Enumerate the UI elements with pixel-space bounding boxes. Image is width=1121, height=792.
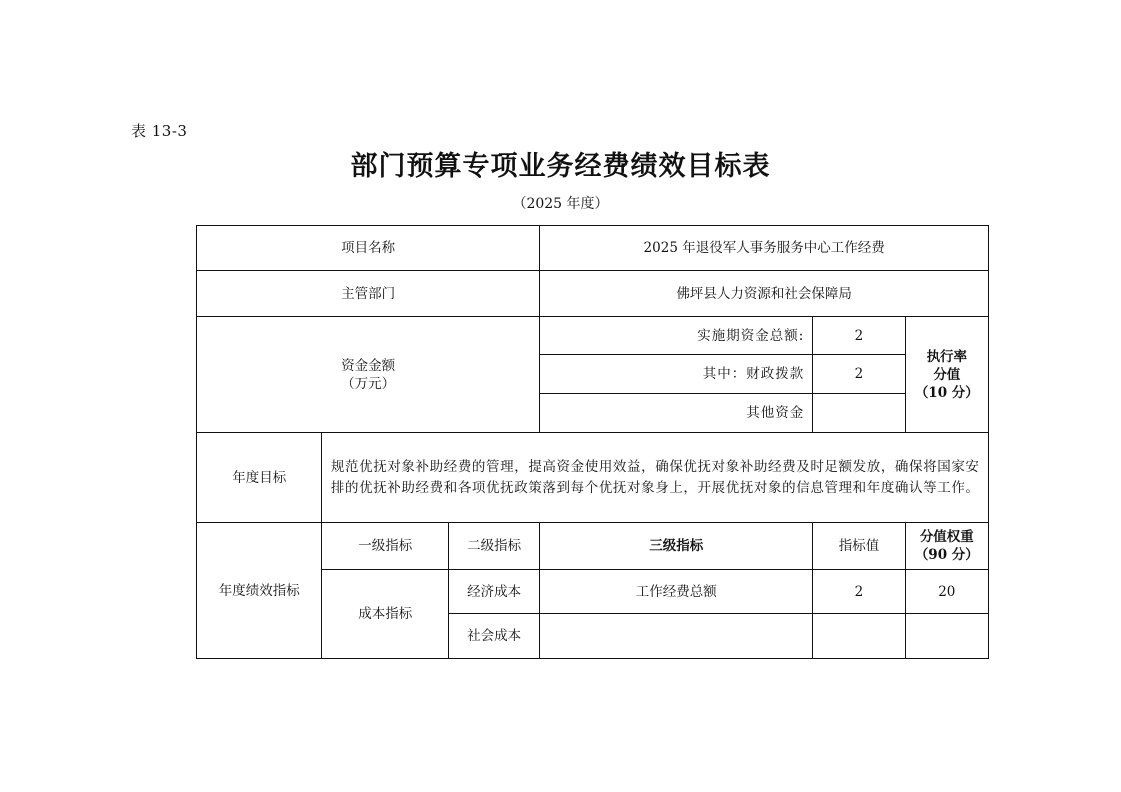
indicator-weight: 20 <box>905 570 988 614</box>
weight-header-line2: （90 分） <box>914 547 979 563</box>
total-funds-value: 2 <box>813 317 905 355</box>
fiscal-funds-label: 其中：财政拨款 <box>540 355 813 394</box>
department-value: 佛坪县人力资源和社会保障局 <box>540 271 989 317</box>
department-label: 主管部门 <box>197 271 540 317</box>
weight-header-cell <box>905 523 988 570</box>
indicator-level3 <box>540 614 813 659</box>
document-title: 部门预算专项业务经费绩效目标表 <box>350 151 771 182</box>
project-name-label: 项目名称 <box>197 226 540 271</box>
annual-goal-row <box>197 433 989 523</box>
project-name-row <box>197 226 989 271</box>
indicator-value: 2 <box>813 570 905 614</box>
table-number: 表 13-3 <box>131 122 188 140</box>
other-funds-value <box>813 394 905 433</box>
funds-unit: （万元） <box>341 375 396 392</box>
total-funds-label: 实施期资金总额: <box>540 317 813 355</box>
cost-indicator-label: 成本指标 <box>322 570 448 659</box>
funds-label: 资金金额 <box>341 357 396 374</box>
weight-header-line1: 分值权重 <box>919 529 974 545</box>
value-header: 指标值 <box>813 523 905 570</box>
funds-total-row <box>197 317 989 355</box>
performance-target-table <box>196 225 989 659</box>
indicator-header-row <box>197 523 989 570</box>
indicator-section-label: 年度绩效指标 <box>197 523 322 659</box>
project-name-value: 2025 年退役军人事务服务中心工作经费 <box>540 226 989 271</box>
other-funds-label: 其他资金 <box>540 394 813 433</box>
indicator-level3: 工作经费总额 <box>540 570 813 614</box>
indicator-level2: 经济成本 <box>448 570 539 614</box>
funds-label-cell <box>197 317 540 433</box>
annual-goal-label: 年度目标 <box>197 433 322 523</box>
execution-rate-cell <box>905 317 988 433</box>
execution-rate-line1: 执行率 <box>926 348 968 365</box>
level3-header: 三级指标 <box>540 523 813 570</box>
indicator-value <box>813 614 905 659</box>
indicator-weight <box>905 614 988 659</box>
level2-header: 二级指标 <box>448 523 539 570</box>
execution-rate-line2: 分值 <box>933 366 961 383</box>
fiscal-funds-value: 2 <box>813 355 905 394</box>
indicator-level2: 社会成本 <box>448 614 539 659</box>
level1-header: 一级指标 <box>322 523 448 570</box>
department-row <box>197 271 989 317</box>
document-year: （2025 年度） <box>512 196 609 212</box>
annual-goal-text: 规范优抚对象补助经费的管理，提高资金使用效益，确保优抚对象补助经费及时足额发放，确保将国家安排的优抚补助经费和各项优抚政策落到每个优抚对象身上，开展优抚对象的信息管理和年度确认等工作。 <box>322 433 989 523</box>
execution-rate-line3: （10 分） <box>914 384 979 401</box>
